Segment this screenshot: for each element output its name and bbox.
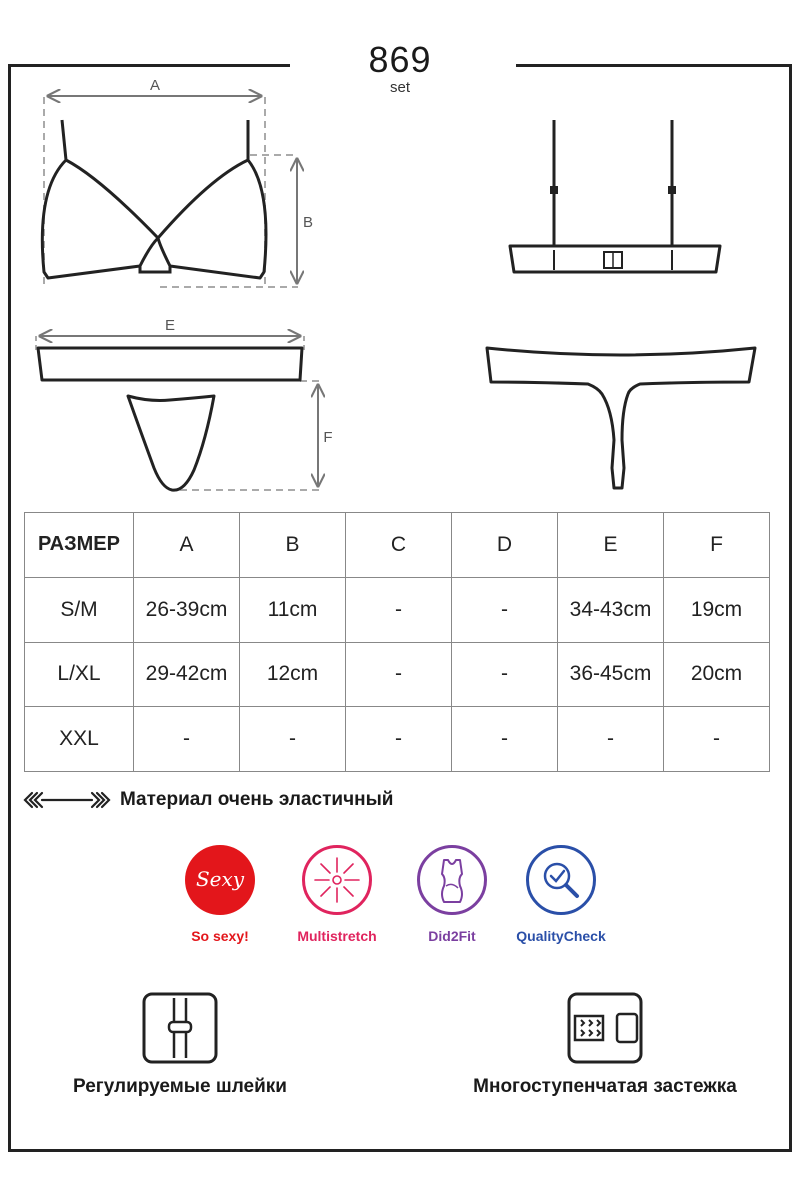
table-cell: 19cm <box>664 577 770 642</box>
did2fit-icon <box>417 845 487 915</box>
dim-label-f: F <box>323 429 333 446</box>
bra-back-diagram <box>510 120 720 272</box>
table-cell: - <box>346 642 452 707</box>
stretch-note-text: Материал очень эластичный <box>120 789 394 810</box>
table-cell: 26-39cm <box>134 577 240 642</box>
dim-label-a: A <box>149 77 161 94</box>
table-cell: L/XL <box>25 642 134 707</box>
frame-bottom <box>8 1149 792 1152</box>
badge-label: QualityCheck <box>516 928 606 944</box>
sexy-icon <box>185 845 255 915</box>
table-cell: - <box>664 707 770 772</box>
table-cell: - <box>346 577 452 642</box>
dim-label-e: E <box>164 317 176 334</box>
badge-qualitycheck <box>506 845 616 944</box>
feature-label: Многоступенчатая застежка <box>473 1076 737 1097</box>
table-cell: 20cm <box>664 642 770 707</box>
stretch-note <box>24 786 394 814</box>
table-cell: XXL <box>25 707 134 772</box>
table-cell: 11cm <box>240 577 346 642</box>
table-cell: - <box>346 707 452 772</box>
badge-label: So sexy! <box>191 928 249 944</box>
table-header-row <box>25 513 770 578</box>
table-cell: 12cm <box>240 642 346 707</box>
table-row <box>25 707 770 772</box>
table-cell: - <box>452 577 558 642</box>
table-cell: 34-43cm <box>558 577 664 642</box>
table-cell: S/M <box>25 577 134 642</box>
table-row <box>25 577 770 642</box>
qualitycheck-icon <box>526 845 596 915</box>
table-cell: - <box>558 707 664 772</box>
badge-so-sexy <box>165 845 275 944</box>
product-number: 869 <box>368 39 432 80</box>
feature-adjustable-straps <box>30 990 330 1098</box>
table-cell: - <box>452 707 558 772</box>
table-header-cell: РАЗМЕР <box>25 513 134 578</box>
badge-multistretch <box>282 845 392 944</box>
table-header-cell: E <box>558 513 664 578</box>
thong-front-diagram <box>36 317 333 490</box>
table-cell: - <box>240 707 346 772</box>
table-header-cell: F <box>664 513 770 578</box>
table-cell: 36-45cm <box>558 642 664 707</box>
size-table <box>24 512 770 772</box>
table-cell: - <box>452 642 558 707</box>
table-cell: - <box>134 707 240 772</box>
garment-diagrams <box>0 0 800 500</box>
multistretch-icon <box>302 845 372 915</box>
table-header-cell: D <box>452 513 558 578</box>
multi-step-clasp-icon <box>565 990 645 1066</box>
dim-label-b: B <box>302 214 314 231</box>
table-cell: 29-42cm <box>134 642 240 707</box>
feature-multi-step-clasp <box>430 990 780 1098</box>
bra-front-diagram <box>42 77 313 287</box>
stretch-arrows-icon <box>24 790 110 810</box>
feature-label: Регулируемые шлейки <box>73 1076 287 1097</box>
table-header-cell: C <box>346 513 452 578</box>
adjustable-straps-icon <box>140 990 220 1066</box>
thong-back-diagram <box>487 348 755 488</box>
badge-did2fit <box>397 845 507 944</box>
table-header-cell: B <box>240 513 346 578</box>
product-type: set <box>389 79 410 96</box>
badge-label: Multistretch <box>297 928 377 944</box>
table-header-cell: A <box>134 513 240 578</box>
badge-label: Did2Fit <box>428 928 476 944</box>
sexy-icon-text: Sexy <box>195 867 245 891</box>
table-row <box>25 642 770 707</box>
